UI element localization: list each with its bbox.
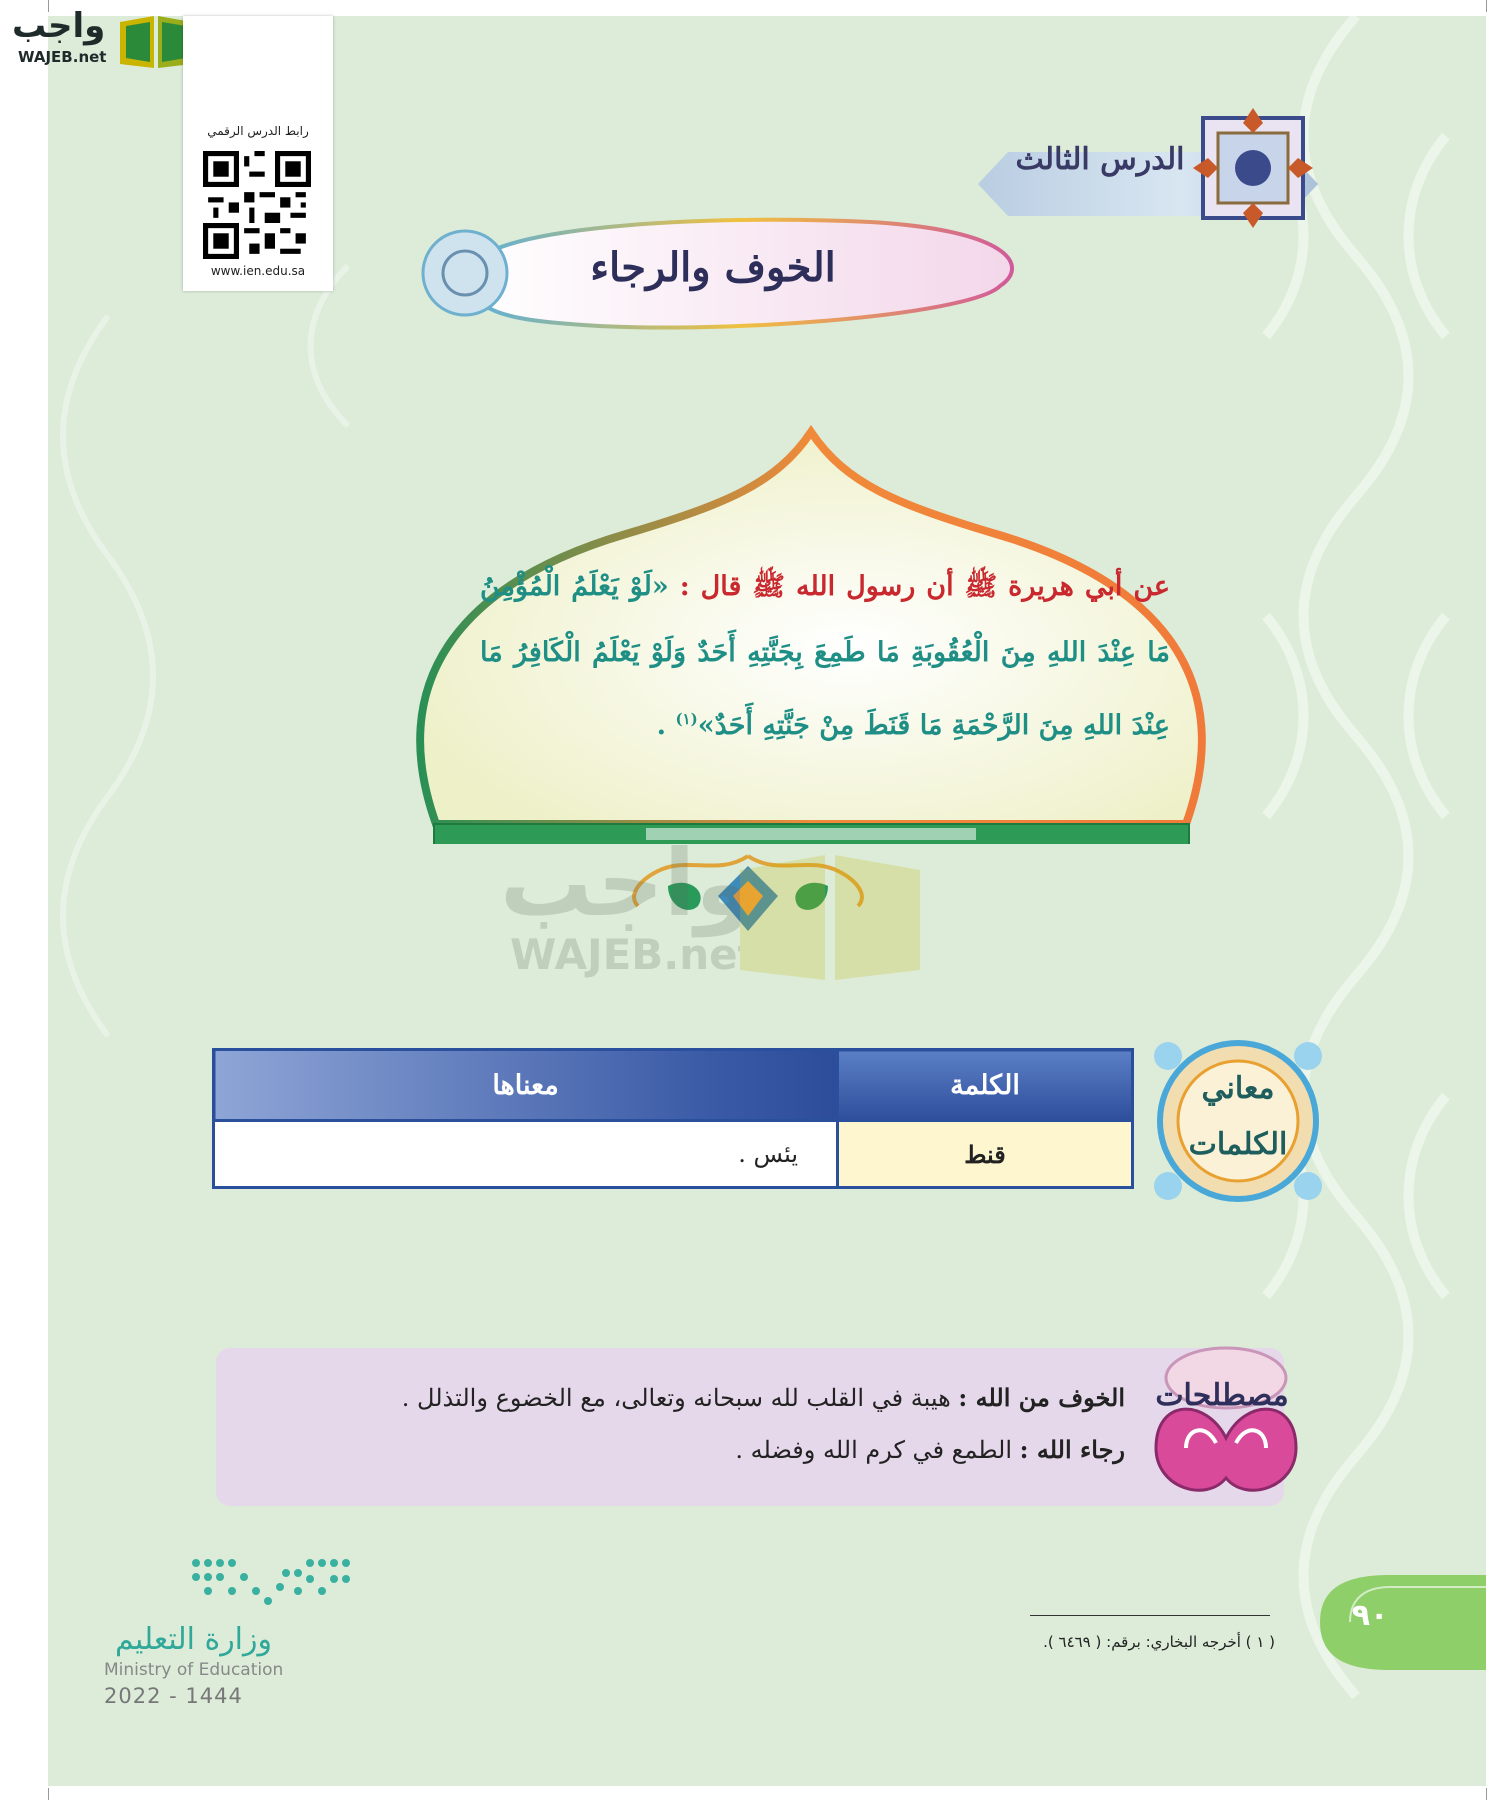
lesson-title: الخوف والرجاء [590,244,836,291]
ministry-name-arabic: وزارة التعليم [114,1622,272,1657]
hadith-end: . [656,710,676,741]
ministry-name-english: Ministry of Education [104,1660,284,1680]
decorative-pattern [1226,16,1486,1786]
qr-card[interactable] [183,16,333,291]
edition-year: 2022 - 1444 [104,1684,243,1708]
word-cell: قنط [838,1121,1133,1188]
brand-logo[interactable] [8,6,188,70]
ministry-logo-icon [186,1553,356,1613]
term-name: الخوف من الله : [958,1383,1125,1412]
watermark-arabic: واجب [500,830,753,937]
word-meanings-badge-text [1153,1061,1323,1173]
crop-mark [1486,1788,1487,1800]
term-item [260,1424,1125,1476]
word-meanings-table [212,1048,1134,1189]
terms-badge [1136,1338,1311,1508]
terms-badge-text: مصطلحات [1155,1378,1289,1413]
watermark-latin: WAJEB.net [510,930,758,979]
header-word: الكلمة [838,1050,1133,1121]
badge-line-2: الكلمات [1188,1127,1288,1162]
hadith-text [480,554,1170,759]
crop-mark [1486,0,1487,12]
hadith-intro: عن أبي هريرة ﷺ أن رسول الله ﷺ قال : [679,571,1170,602]
brand-arabic: واجب [12,6,106,46]
qr-code-icon[interactable] [203,151,311,259]
terms-list [260,1372,1125,1476]
hadith-quote: «لَوْ يَعْلَمُ الْمُؤْمِنُ مَا عِنْدَ اللهِ مِنَ الْعُقُوبَةِ مَا طَمِعَ بِجَنَّتِهِ أَحَدٌ وَلَوْ يَعْلَمُ الْكَافِرُ مَا عِنْدَ اللهِ مِنَ الرَّحْمَةِ مَا قَنَطَ مِنْ جَنَّتِهِ أَحَدٌ» [480,571,1170,741]
lesson-number-label: الدرس الثالث [1015,142,1185,177]
page-number: ٩٠ [1351,1598,1389,1633]
footnote-divider [1030,1615,1270,1616]
qr-url: www.ien.edu.sa [210,264,306,278]
crop-mark [48,1788,49,1800]
badge-line-1: معاني [1201,1071,1275,1106]
header-meaning: معناها [214,1050,838,1121]
footnote: ( ١ ) أخرجه البخاري: برقم: ( ٦٤٦٩ ). [1043,1633,1275,1651]
ornament-tile-icon [1193,108,1313,228]
term-definition: الطمع في كرم الله وفضله . [735,1436,1020,1464]
qr-caption: رابط الدرس الرقمي [207,124,309,138]
brand-latin: WAJEB.net [18,48,107,66]
term-definition: هيبة في القلب لله سبحانه وتعالى، مع الخضوع والتذلل . [401,1384,959,1412]
book-watermark-icon [730,840,930,990]
footnote-marker: (١) [675,710,698,728]
meaning-cell: يئس . [214,1121,838,1188]
watermark [500,830,960,1000]
term-item [260,1372,1125,1424]
term-name: رجاء الله : [1019,1435,1125,1464]
table-row [214,1121,1133,1188]
